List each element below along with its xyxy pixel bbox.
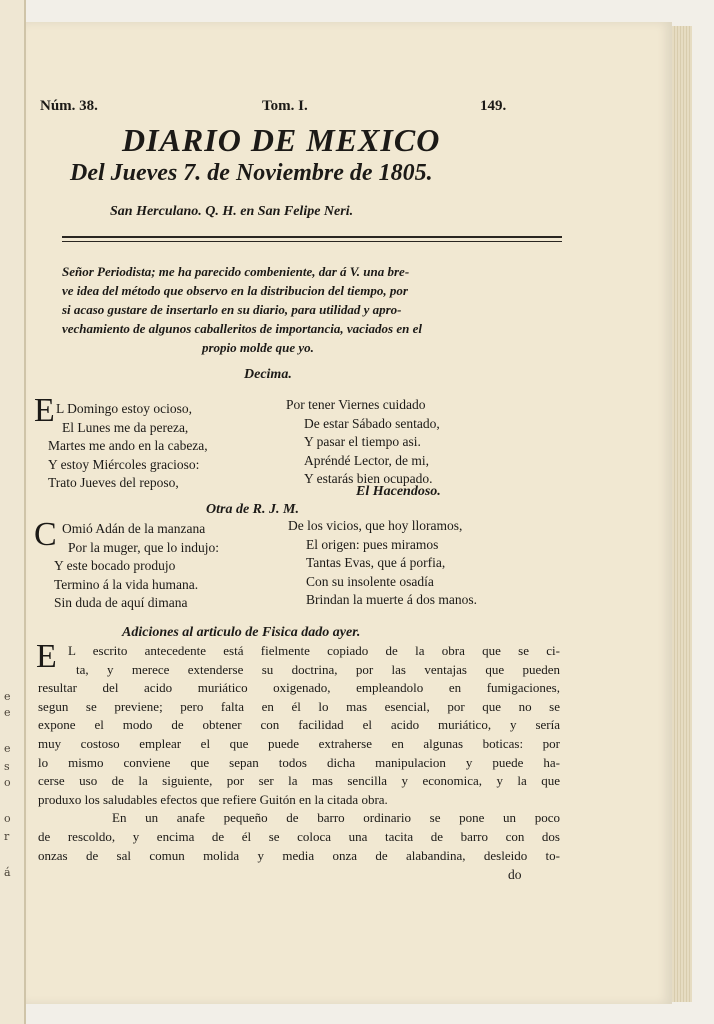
- prose-line: En un anafe pequeño de barro ordinario se pone un poco: [112, 810, 560, 826]
- page-stack-edge: [672, 26, 692, 1002]
- adiciones-body: [38, 642, 560, 865]
- prose-line: produxo los saludables efectos que refiere Guitón en la citada obra.: [38, 791, 388, 807]
- verse-line: Apréndé Lector, de mi,: [304, 452, 430, 468]
- prose-line: lo mismo conviene que sepan todos dicha manipulacion y puede ha-: [38, 754, 560, 770]
- otra-drop-cap: C: [34, 516, 57, 553]
- prose-line: segun se previene; pero falta en él lo mas esencial, por que no se: [38, 698, 560, 714]
- verse-line: El Lunes me da pereza,: [62, 419, 189, 435]
- facing-page-fragment: r: [4, 830, 10, 843]
- intro-line: ve idea del método que observo en la distribucion del tiempo, por: [62, 283, 408, 298]
- intro-line: vechamiento de algunos caballeritos de importancia, vaciados en el: [62, 321, 423, 336]
- catchword: do: [508, 867, 522, 882]
- verse-line: Y estoy Miércoles gracioso:: [48, 456, 200, 472]
- decima-left-stanza: [48, 400, 208, 493]
- prose-line: L escrito antecedente está fielmente copiado de la obra que se ci-: [68, 643, 560, 658]
- otra-left-stanza: [54, 520, 219, 613]
- newspaper-page: [26, 22, 672, 1004]
- verse-line: Por tener Viernes cuidado: [286, 397, 426, 412]
- intro-line: si acaso gustare de insertarlo en su diario, para utilidad y apro-: [62, 302, 402, 317]
- decima-drop-cap: E: [34, 392, 55, 429]
- volume-number: Tom. I.: [262, 98, 308, 114]
- verse-line: Martes me ando en la cabeza,: [48, 438, 208, 453]
- verse-line: Brindan la muerte á dos manos.: [306, 592, 477, 607]
- prose-line: resultar del acido muriático oxigenado, empleandolo en fumigaciones,: [38, 680, 560, 696]
- decima-signature: El Hacendoso.: [356, 484, 441, 499]
- verse-line: Omió Adán de la manzana: [62, 521, 206, 536]
- intro-letter: [62, 262, 556, 357]
- header-rule-thin: [62, 241, 562, 242]
- prose-line: de rescoldo, y encima de él se coloca una tacita de barro con dos: [38, 828, 560, 844]
- intro-line: propio molde que yo.: [202, 340, 314, 355]
- otra-right-stanza: [288, 517, 477, 610]
- issue-number: Núm. 38.: [40, 98, 98, 114]
- verse-line: Y este bocado produjo: [54, 558, 176, 573]
- prose-line: onzas de sal comun molida y media onza de alabandina, desleido to-: [38, 847, 560, 863]
- facing-page-fragment: á: [4, 866, 11, 879]
- facing-page-fragment: o: [4, 812, 11, 825]
- verse-line: Termino á la vida humana.: [54, 576, 199, 592]
- verse-line: Y estarás bien ocupado.: [304, 471, 433, 486]
- verse-line: Y pasar el tiempo asi.: [304, 434, 421, 449]
- decima-heading: Decima.: [244, 367, 292, 382]
- page-number: 149.: [480, 98, 507, 114]
- verse-line: Trato Jueves del reposo,: [48, 475, 179, 490]
- verse-line: De los vicios, que hoy lloramos,: [288, 518, 463, 533]
- facing-page-fragment: e: [4, 742, 11, 755]
- verse-line: Sin duda de aquí dimana: [54, 595, 188, 610]
- otra-heading: Otra de R. J. M.: [206, 502, 299, 517]
- verse-line: El origen: pues miramos: [306, 536, 439, 552]
- prose-line: ta, y merece extenderse su doctrina, por las ventajas que pueden: [76, 661, 560, 677]
- adiciones-heading: Adiciones al articulo de Fisica dado ayer.: [122, 625, 361, 640]
- verse-line: Con su insolente osadía: [306, 573, 434, 589]
- newspaper-title: DIARIO DE MEXICO: [122, 122, 441, 158]
- verse-line: L Domingo estoy ocioso,: [56, 401, 192, 416]
- intro-line: Señor Periodista; me ha parecido combeniente, dar á V. una bre-: [62, 264, 410, 279]
- facing-page-fragment: e: [4, 706, 11, 719]
- facing-page-fragment: o: [4, 776, 11, 789]
- prose-line: expone el modo de obtener con facilidad el acido muriático, y sería: [38, 717, 560, 733]
- verse-line: Por la muger, que lo indujo:: [68, 539, 219, 555]
- verse-line: De estar Sábado sentado,: [304, 415, 440, 431]
- header-rule: [62, 236, 562, 238]
- saints-of-day: San Herculano. Q. H. en San Felipe Neri.: [110, 204, 354, 219]
- facing-page-fragment: s: [4, 760, 10, 773]
- prose-line: cerse uso de la siguiente, por ser la mas sencilla y economica, y la que: [38, 773, 560, 789]
- decima-right-stanza: [286, 396, 440, 489]
- facing-page-edge: [0, 0, 26, 1024]
- prose-line: muy costoso emplear el que puede extraherse en algunas boticas: por: [38, 735, 560, 751]
- facing-page-fragment: e: [4, 690, 11, 703]
- adiciones-drop-cap: E: [36, 638, 57, 675]
- verse-line: Tantas Evas, que á porfia,: [306, 555, 446, 570]
- issue-date: Del Jueves 7. de Noviembre de 1805.: [70, 160, 433, 186]
